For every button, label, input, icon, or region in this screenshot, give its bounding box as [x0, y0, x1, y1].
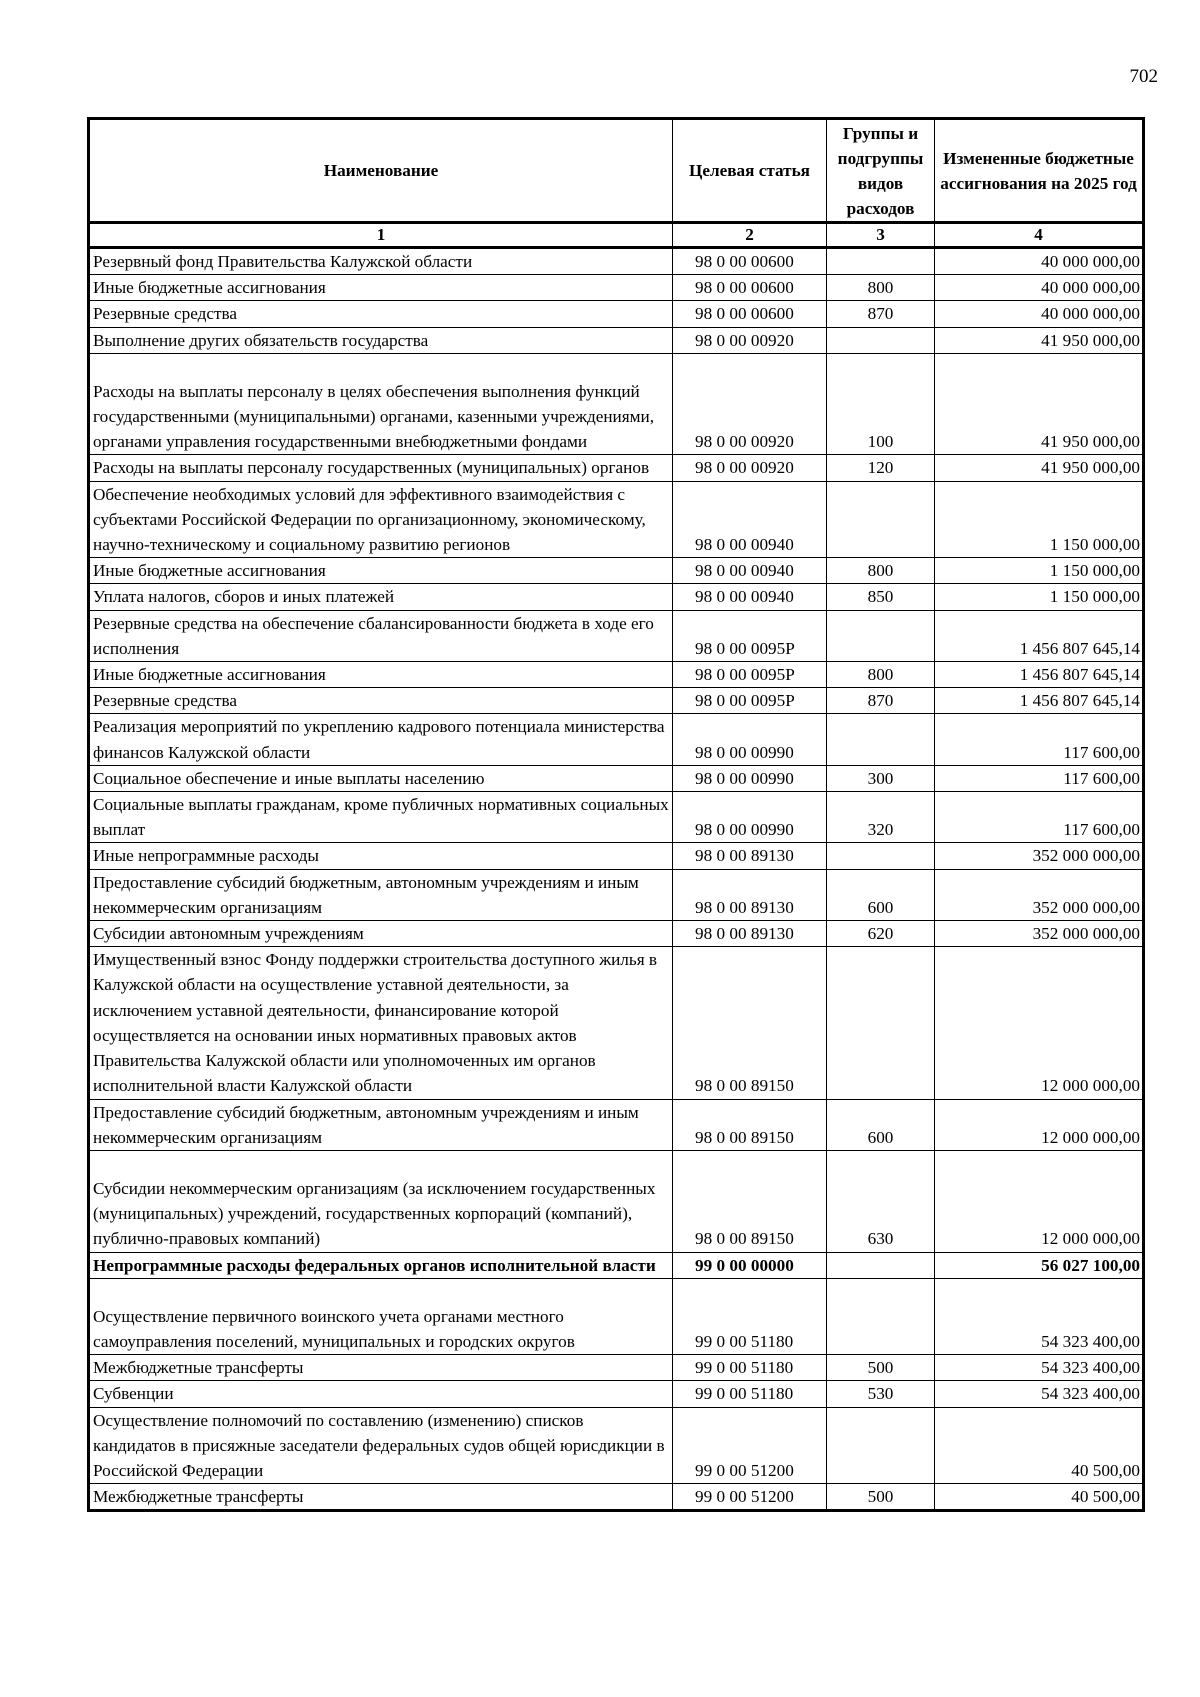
row-name: Непрограммные расходы федеральных органов исполнительной власти [89, 1252, 673, 1278]
row-amount: 117 600,00 [935, 714, 1144, 765]
row-target-code: 98 0 00 0095Р [673, 688, 827, 714]
row-expense-group: 530 [827, 1381, 935, 1407]
table-row [89, 327, 1144, 353]
table-body [89, 248, 1144, 1511]
row-name: Осуществление полномочий по составлению (изменению) списков кандидатов в присяжные заседатели федеральных судов общей юрисдикции в Российской Федерации [89, 1407, 673, 1484]
row-amount: 1 456 807 645,14 [935, 662, 1144, 688]
table-row [89, 1278, 1144, 1354]
row-expense-group [827, 1252, 935, 1278]
row-amount: 1 150 000,00 [935, 481, 1144, 558]
table-row [89, 275, 1144, 301]
row-amount: 40 000 000,00 [935, 275, 1144, 301]
row-name: Субсидии некоммерческим организациям (за исключением государственных (муниципальных) учреждений, государственных корпораций (компаний), публично-правовых компаний) [89, 1150, 673, 1252]
row-target-code: 99 0 00 51200 [673, 1484, 827, 1511]
row-amount: 40 000 000,00 [935, 248, 1144, 275]
row-target-code: 98 0 00 89130 [673, 869, 827, 920]
row-amount: 41 950 000,00 [935, 353, 1144, 455]
row-amount: 54 323 400,00 [935, 1381, 1144, 1407]
header-code: Целевая статья [673, 119, 827, 223]
table-row [89, 1150, 1144, 1252]
column-number: 3 [827, 223, 935, 248]
table-row [89, 688, 1144, 714]
table-row [89, 558, 1144, 584]
row-target-code: 98 0 00 00990 [673, 765, 827, 791]
row-target-code: 99 0 00 51180 [673, 1278, 827, 1354]
row-expense-group: 320 [827, 792, 935, 843]
row-amount: 40 500,00 [935, 1484, 1144, 1511]
row-amount: 352 000 000,00 [935, 921, 1144, 947]
table-row [89, 1355, 1144, 1381]
row-expense-group: 500 [827, 1355, 935, 1381]
table-header [89, 119, 1144, 223]
table-row [89, 610, 1144, 661]
row-expense-group [827, 327, 935, 353]
row-name: Социальное обеспечение и иные выплаты населению [89, 765, 673, 791]
row-name: Реализация мероприятий по укреплению кадрового потенциала министерства финансов Калужской области [89, 714, 673, 765]
table-row [89, 1381, 1144, 1407]
row-expense-group: 800 [827, 662, 935, 688]
page-number: 702 [1129, 66, 1158, 87]
row-expense-group [827, 843, 935, 869]
row-amount: 54 323 400,00 [935, 1355, 1144, 1381]
row-name: Иные бюджетные ассигнования [89, 558, 673, 584]
row-amount: 117 600,00 [935, 765, 1144, 791]
table-row [89, 1484, 1144, 1511]
row-target-code: 98 0 00 00600 [673, 301, 827, 327]
row-expense-group [827, 947, 935, 1099]
row-amount: 40 000 000,00 [935, 301, 1144, 327]
header-name: Наименование [89, 119, 673, 223]
row-name: Имущественный взнос Фонду поддержки строительства доступного жилья в Калужской области на осуществление уставной деятельности, за исключением уставной деятельности, финансирование которой осуществляется на основании иных нормативных правовых актов Правительства Калужской области или уполномоченных им органов исполнительной власти Калужской области [89, 947, 673, 1099]
row-expense-group [827, 1407, 935, 1484]
table-row [89, 584, 1144, 610]
table-row [89, 455, 1144, 481]
row-expense-group: 870 [827, 301, 935, 327]
row-target-code: 98 0 00 89150 [673, 947, 827, 1099]
row-name: Предоставление субсидий бюджетным, автономным учреждениям и иным некоммерческим организациям [89, 869, 673, 920]
row-expense-group [827, 714, 935, 765]
row-expense-group: 620 [827, 921, 935, 947]
row-name: Иные бюджетные ассигнования [89, 275, 673, 301]
row-name: Иные непрограммные расходы [89, 843, 673, 869]
row-target-code: 98 0 00 89130 [673, 843, 827, 869]
row-target-code: 98 0 00 89150 [673, 1099, 827, 1150]
row-amount: 117 600,00 [935, 792, 1144, 843]
column-number-row [89, 223, 1144, 248]
column-number: 1 [89, 223, 673, 248]
row-name: Обеспечение необходимых условий для эффективного взаимодействия с субъектами Российской Федерации по организационному, экономическому, научно-техническому и социальному развитию регионов [89, 481, 673, 558]
row-name: Субсидии автономным учреждениям [89, 921, 673, 947]
table-row [89, 765, 1144, 791]
row-name: Резервный фонд Правительства Калужской области [89, 248, 673, 275]
table-row [89, 714, 1144, 765]
table-row [89, 1407, 1144, 1484]
row-target-code: 98 0 00 00600 [673, 248, 827, 275]
row-name: Субвенции [89, 1381, 673, 1407]
row-amount: 1 150 000,00 [935, 558, 1144, 584]
row-target-code: 98 0 00 0095Р [673, 610, 827, 661]
table-row [89, 1252, 1144, 1278]
row-name: Расходы на выплаты персоналу в целях обеспечения выполнения функций государственными (муниципальными) органами, казенными учреждениями, органами управления государственными внебюджетными фондами [89, 353, 673, 455]
table-row [89, 1099, 1144, 1150]
row-target-code: 98 0 00 00940 [673, 584, 827, 610]
row-target-code: 99 0 00 51200 [673, 1407, 827, 1484]
column-number: 2 [673, 223, 827, 248]
row-name: Межбюджетные трансферты [89, 1484, 673, 1511]
row-amount: 1 456 807 645,14 [935, 688, 1144, 714]
row-amount: 41 950 000,00 [935, 455, 1144, 481]
table-row [89, 301, 1144, 327]
row-expense-group: 600 [827, 869, 935, 920]
row-amount: 41 950 000,00 [935, 327, 1144, 353]
row-expense-group: 870 [827, 688, 935, 714]
row-target-code: 98 0 00 89150 [673, 1150, 827, 1252]
row-target-code: 99 0 00 51180 [673, 1355, 827, 1381]
row-expense-group: 120 [827, 455, 935, 481]
row-name: Уплата налогов, сборов и иных платежей [89, 584, 673, 610]
header-amount: Измененные бюджетные ассигнования на 2025 год [935, 119, 1144, 223]
row-target-code: 98 0 00 00920 [673, 455, 827, 481]
table-row [89, 947, 1144, 1099]
budget-table [87, 117, 1145, 1512]
row-amount: 12 000 000,00 [935, 1099, 1144, 1150]
row-expense-group: 600 [827, 1099, 935, 1150]
row-name: Социальные выплаты гражданам, кроме публичных нормативных социальных выплат [89, 792, 673, 843]
table-row [89, 843, 1144, 869]
table-row [89, 869, 1144, 920]
row-name: Резервные средства на обеспечение сбалансированности бюджета в ходе его исполнения [89, 610, 673, 661]
row-target-code: 98 0 00 00940 [673, 558, 827, 584]
table-row [89, 481, 1144, 558]
row-name: Выполнение других обязательств государства [89, 327, 673, 353]
table-row [89, 353, 1144, 455]
row-amount: 352 000 000,00 [935, 843, 1144, 869]
row-target-code: 98 0 00 00940 [673, 481, 827, 558]
table-row [89, 662, 1144, 688]
row-expense-group [827, 610, 935, 661]
row-amount: 12 000 000,00 [935, 1150, 1144, 1252]
row-name: Предоставление субсидий бюджетным, автономным учреждениям и иным некоммерческим организациям [89, 1099, 673, 1150]
row-amount: 56 027 100,00 [935, 1252, 1144, 1278]
row-name: Расходы на выплаты персоналу государственных (муниципальных) органов [89, 455, 673, 481]
row-target-code: 98 0 00 0095Р [673, 662, 827, 688]
row-expense-group: 100 [827, 353, 935, 455]
row-expense-group: 800 [827, 558, 935, 584]
row-target-code: 99 0 00 00000 [673, 1252, 827, 1278]
row-target-code: 99 0 00 51180 [673, 1381, 827, 1407]
row-expense-group: 800 [827, 275, 935, 301]
row-expense-group [827, 481, 935, 558]
row-amount: 352 000 000,00 [935, 869, 1144, 920]
column-number: 4 [935, 223, 1144, 248]
row-expense-group: 850 [827, 584, 935, 610]
row-amount: 54 323 400,00 [935, 1278, 1144, 1354]
row-expense-group: 630 [827, 1150, 935, 1252]
row-target-code: 98 0 00 89130 [673, 921, 827, 947]
row-name: Резервные средства [89, 301, 673, 327]
row-target-code: 98 0 00 00600 [673, 275, 827, 301]
row-expense-group [827, 248, 935, 275]
table-row [89, 921, 1144, 947]
row-name: Межбюджетные трансферты [89, 1355, 673, 1381]
row-name: Резервные средства [89, 688, 673, 714]
table-row [89, 792, 1144, 843]
row-target-code: 98 0 00 00920 [673, 327, 827, 353]
row-expense-group [827, 1278, 935, 1354]
row-name: Осуществление первичного воинского учета органами местного самоуправления поселений, муниципальных и городских округов [89, 1278, 673, 1354]
row-amount: 1 456 807 645,14 [935, 610, 1144, 661]
row-amount: 1 150 000,00 [935, 584, 1144, 610]
row-expense-group: 500 [827, 1484, 935, 1511]
table-row [89, 248, 1144, 275]
row-amount: 12 000 000,00 [935, 947, 1144, 1099]
row-name: Иные бюджетные ассигнования [89, 662, 673, 688]
row-expense-group: 300 [827, 765, 935, 791]
row-amount: 40 500,00 [935, 1407, 1144, 1484]
header-group: Группы и подгруппы видов расходов [827, 119, 935, 223]
row-target-code: 98 0 00 00990 [673, 714, 827, 765]
row-target-code: 98 0 00 00990 [673, 792, 827, 843]
row-target-code: 98 0 00 00920 [673, 353, 827, 455]
